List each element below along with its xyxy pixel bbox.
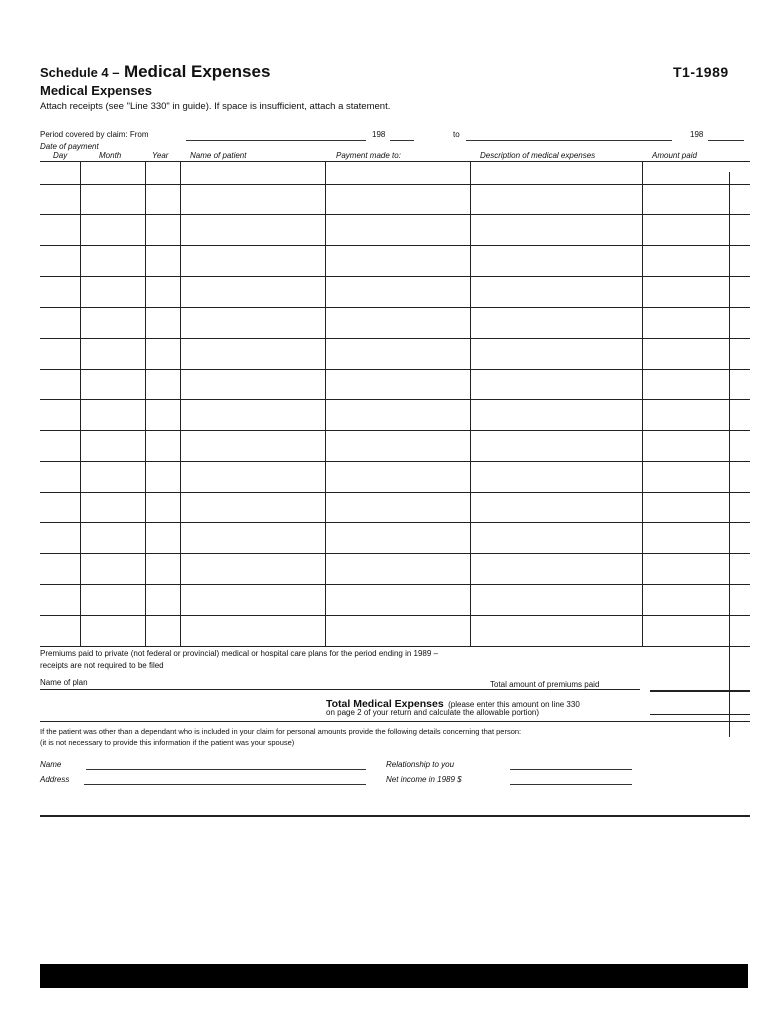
table-row[interactable] bbox=[40, 276, 750, 277]
form-id: T1-1989 bbox=[673, 64, 729, 80]
schedule-title: Medical Expenses bbox=[123, 62, 271, 81]
col-divider-payment-description bbox=[470, 161, 471, 646]
table-row[interactable] bbox=[40, 245, 750, 246]
relationship-field[interactable] bbox=[510, 769, 632, 770]
period-label: Period covered by claim: From bbox=[40, 130, 149, 139]
table-row[interactable] bbox=[40, 430, 750, 431]
col-header-year: Year bbox=[152, 151, 169, 160]
col-divider-month-year bbox=[145, 161, 146, 646]
address-field[interactable] bbox=[84, 784, 366, 785]
scan-border-bar bbox=[40, 964, 748, 988]
instruction-text: Attach receipts (see "Line 330" in guide). If space is insufficient, attach a statement. bbox=[40, 101, 391, 112]
period-year-prefix-2: 198 bbox=[690, 130, 704, 139]
table-row[interactable] bbox=[40, 553, 750, 554]
table-row[interactable] bbox=[40, 492, 750, 493]
table-row[interactable] bbox=[40, 184, 750, 185]
total-premiums-label: Total amount of premiums paid bbox=[490, 680, 600, 689]
col-header-month: Month bbox=[99, 151, 122, 160]
total-block-rule bbox=[40, 721, 750, 722]
name-of-plan-rule bbox=[40, 689, 640, 690]
table-row[interactable] bbox=[40, 615, 750, 616]
net-income-label: Net income in 1989 $ bbox=[386, 775, 462, 784]
table-row[interactable] bbox=[40, 338, 750, 339]
premiums-text-line2: receipts are not required to be filed bbox=[40, 661, 164, 670]
period-to-field[interactable] bbox=[466, 140, 672, 141]
period-to-label: to bbox=[453, 130, 460, 139]
table-row[interactable] bbox=[40, 461, 750, 462]
table-top-rule bbox=[40, 161, 750, 162]
col-divider-description-amount bbox=[642, 161, 643, 646]
name-field[interactable] bbox=[86, 769, 366, 770]
date-of-payment-label: Date of payment bbox=[40, 142, 99, 151]
net-income-field[interactable] bbox=[510, 784, 632, 785]
amount-cents-divider bbox=[729, 172, 730, 737]
name-of-plan-label: Name of plan bbox=[40, 678, 88, 687]
table-bottom-rule bbox=[40, 646, 750, 647]
total-note-line1: (please enter this amount on line 330 bbox=[448, 700, 580, 709]
table-row[interactable] bbox=[40, 522, 750, 523]
table-row[interactable] bbox=[40, 399, 750, 400]
col-header-day: Day bbox=[53, 151, 68, 160]
schedule-heading bbox=[40, 62, 270, 82]
period-year-field-1[interactable] bbox=[390, 140, 414, 141]
relationship-label: Relationship to you bbox=[386, 760, 455, 769]
table-row[interactable] bbox=[40, 214, 750, 215]
name-label: Name bbox=[40, 760, 62, 769]
period-from-field[interactable] bbox=[186, 140, 366, 141]
col-header-patient: Name of patient bbox=[190, 151, 247, 160]
col-header-payment-to: Payment made to: bbox=[336, 151, 401, 160]
page-subtitle: Medical Expenses bbox=[40, 83, 152, 98]
period-year-field-2[interactable] bbox=[708, 140, 744, 141]
col-divider-day-month bbox=[80, 161, 81, 646]
total-note-line2: on page 2 of your return and calculate the allowable portion) bbox=[326, 708, 540, 717]
col-divider-year-patient bbox=[180, 161, 181, 646]
premiums-text-line1: Premiums paid to private (not federal or provincial) medical or hospital care plans for the period ending in 1989 – bbox=[40, 649, 438, 658]
col-divider-patient-payment bbox=[325, 161, 326, 646]
dependant-text-line1: If the patient was other than a dependant who is included in your claim for personal amounts provide the following details concerning that person: bbox=[40, 727, 522, 736]
total-label: Total Medical Expenses bbox=[326, 698, 444, 710]
col-header-description: Description of medical expenses bbox=[480, 151, 596, 160]
section-end-rule bbox=[40, 815, 750, 817]
address-label: Address bbox=[40, 775, 70, 784]
dependant-text-line2: (it is not necessary to provide this information if the patient was your spouse) bbox=[40, 738, 295, 747]
premiums-amount-field[interactable] bbox=[650, 690, 750, 692]
table-row[interactable] bbox=[40, 369, 750, 370]
schedule-label: Schedule 4 – bbox=[40, 65, 120, 80]
total-amount-field[interactable] bbox=[650, 714, 750, 715]
period-year-prefix-1: 198 bbox=[372, 130, 386, 139]
table-row[interactable] bbox=[40, 584, 750, 585]
col-header-amount: Amount paid bbox=[652, 151, 697, 160]
table-row[interactable] bbox=[40, 307, 750, 308]
